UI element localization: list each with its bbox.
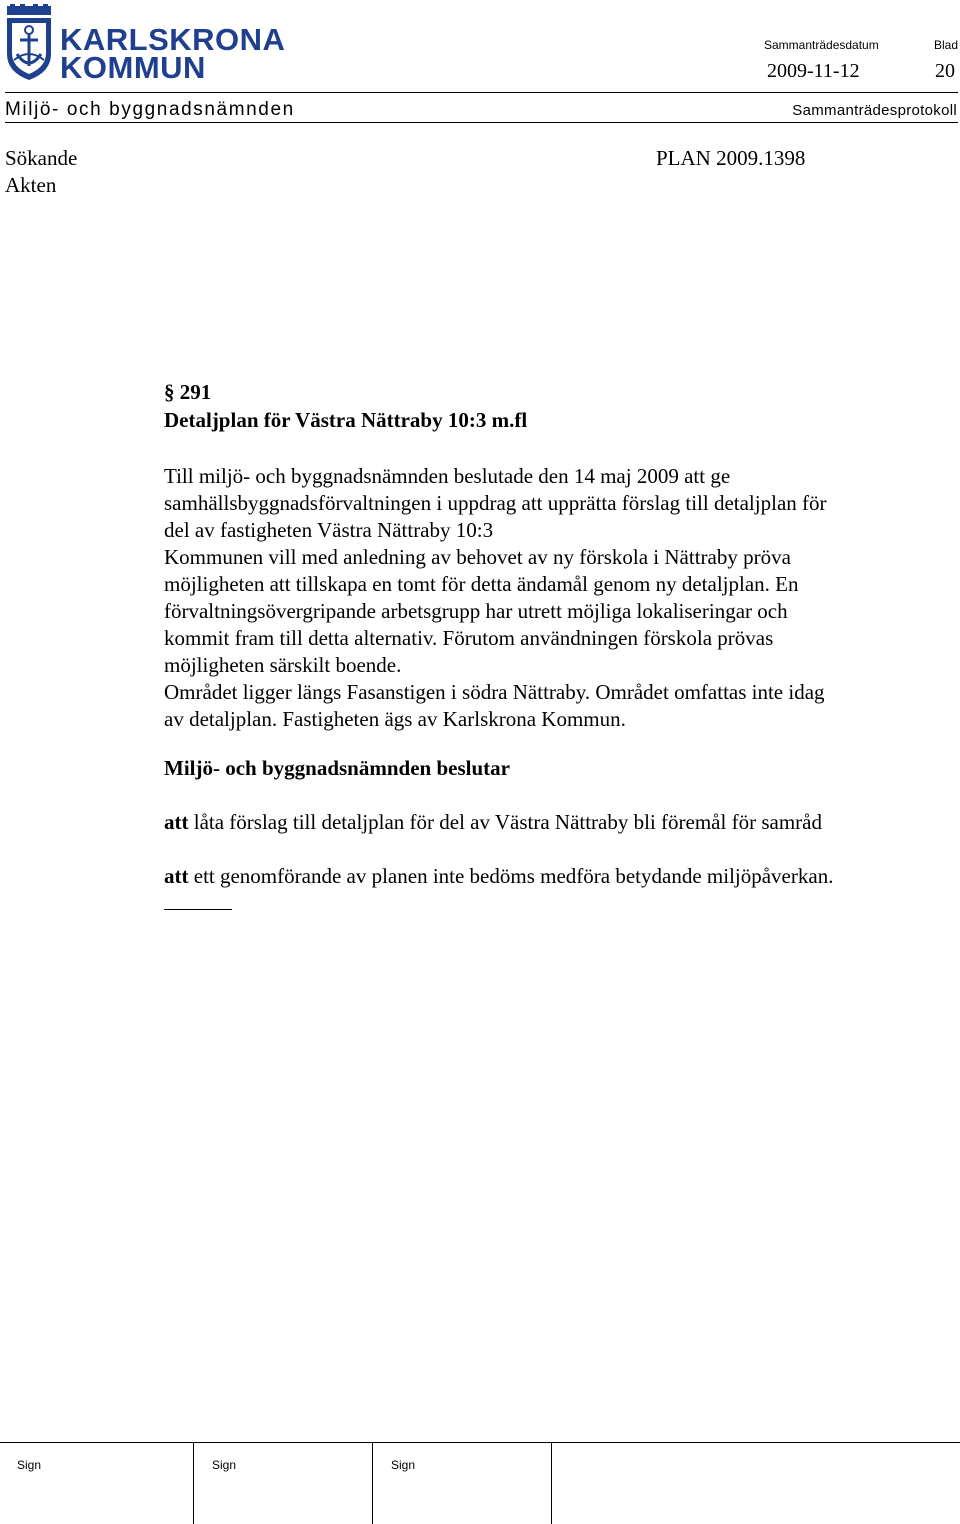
signature-footer	[0, 1442, 960, 1524]
header-divider	[5, 122, 958, 123]
page-number: 20	[935, 60, 955, 82]
decision-item	[164, 864, 833, 889]
body-line: möjligheten särskilt boende.	[164, 653, 402, 677]
signature-field-2[interactable]: Sign	[212, 1458, 237, 1472]
logo-wordmark-line-1: KARLSKRONA	[60, 22, 286, 57]
body-line: Kommunen vill med anledning av behovet av ny förskola i Nättraby pröva	[164, 545, 791, 569]
coat-of-arms-icon	[4, 4, 54, 82]
applicant-label: Sökande	[5, 146, 78, 170]
decision-text: låta förslag till detaljplan för del av Västra Nättraby bli föremål för samråd	[188, 810, 822, 834]
decision-text: ett genomförande av planen inte bedöms medföra betydande miljöpåverkan.	[188, 864, 834, 888]
body-line: förvaltningsövergripande arbetsgrupp har utrett möjliga lokaliseringar och	[164, 599, 788, 623]
body-line: av detaljplan. Fastigheten ägs av Karlskrona Kommun.	[164, 707, 626, 731]
page-label: Blad	[934, 38, 959, 52]
paragraph-number: § 291	[164, 380, 212, 404]
case-title: Detaljplan för Västra Nättraby 10:3 m.fl	[164, 408, 528, 432]
municipality-logo	[4, 4, 304, 85]
body-line: del av fastigheten Västra Nättraby 10:3	[164, 518, 494, 542]
meeting-date: 2009-11-12	[767, 60, 860, 82]
committee-name: Miljö- och byggnadsnämnden	[5, 99, 295, 120]
signature-field-1[interactable]: Sign	[17, 1458, 42, 1472]
body-line: möjligheten att tillskapa en tomt för detta ändamål genom ny detaljplan. En	[164, 572, 799, 596]
decision-heading: Miljö- och byggnadsnämnden beslutar	[164, 756, 510, 780]
case-body	[164, 463, 944, 733]
body-line: samhällsbyggnadsförvaltningen i uppdrag att upprätta förslag till detaljplan för	[164, 491, 827, 515]
body-line: kommit fram till detta alternativ. Förutom användningen förskola prövas	[164, 626, 774, 650]
footer-divider	[0, 1442, 960, 1443]
archive-label: Akten	[5, 173, 57, 197]
protocol-type: Sammanträdesprotokoll	[792, 102, 957, 119]
decision-keyword: att	[164, 810, 189, 834]
meeting-date-label: Sammanträdesdatum	[764, 38, 879, 52]
section-end-rule	[164, 909, 232, 910]
footer-column-divider	[551, 1442, 552, 1524]
case-number: PLAN 2009.1398	[656, 146, 806, 170]
logo-wordmark-line-2: KOMMUN	[60, 50, 206, 85]
body-line: Området ligger längs Fasanstigen i södra Nättraby. Området omfattas inte idag	[164, 680, 825, 704]
body-line: Till miljö- och byggnadsnämnden beslutade den 14 maj 2009 att ge	[164, 464, 731, 488]
footer-column-divider	[193, 1442, 194, 1524]
header-divider	[5, 92, 958, 93]
signature-field-3[interactable]: Sign	[391, 1458, 416, 1472]
decision-item	[164, 810, 822, 835]
footer-column-divider	[372, 1442, 373, 1524]
decision-keyword: att	[164, 864, 189, 888]
